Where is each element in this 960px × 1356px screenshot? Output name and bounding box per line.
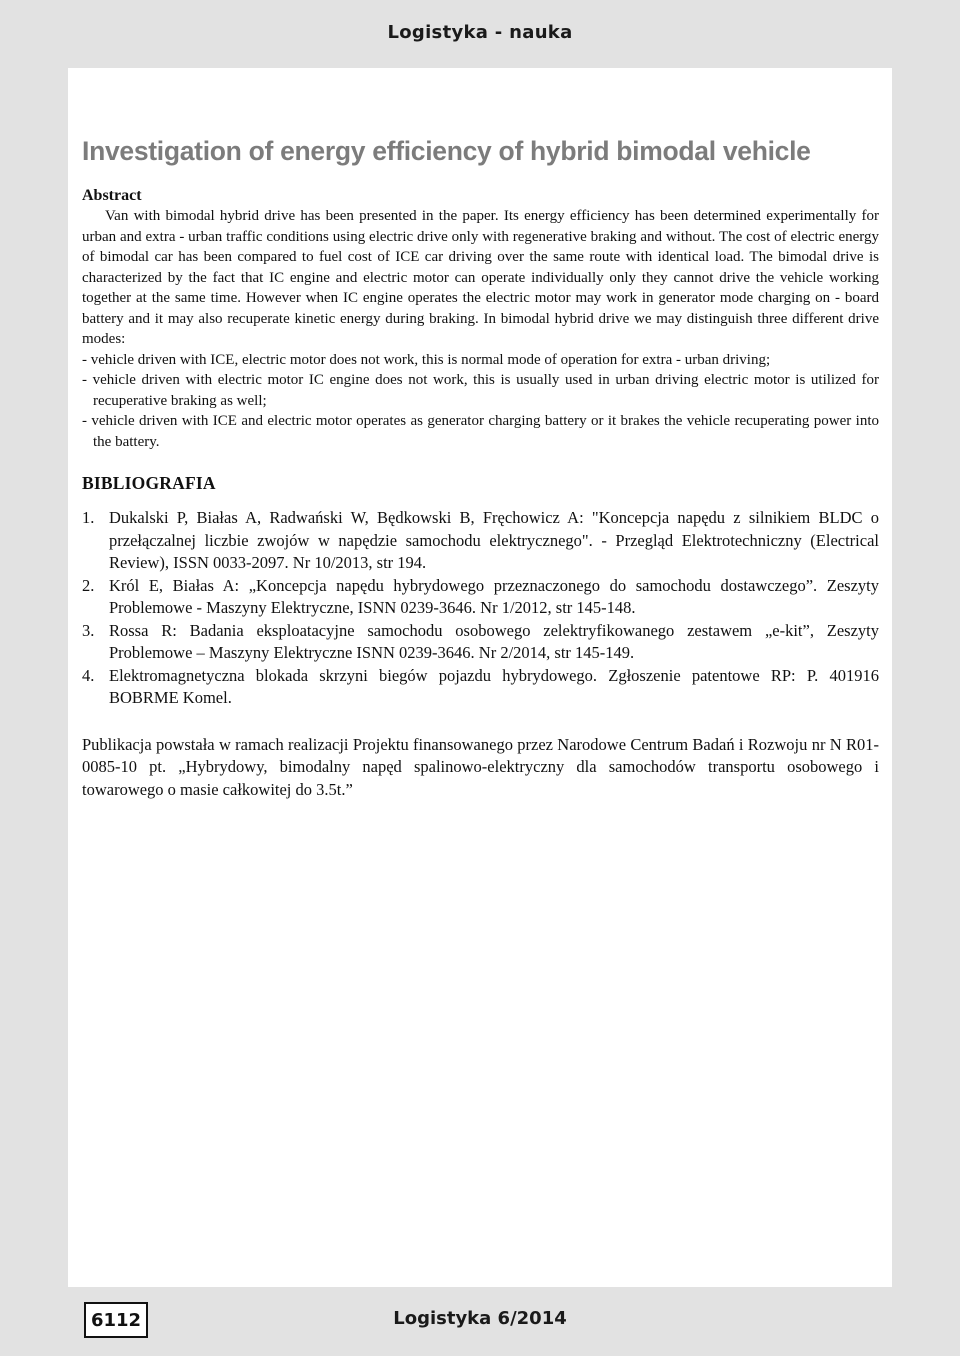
funding-note: Publikacja powstała w ramach realizacji Projektu finansowanego przez Narodowe Centrum Badań i Rozwoju nr N R01-0085-10 pt. „Hybrydowy, bimodalny napęd spalinowo-elektryczny dla samochodów transportu osobowego i towarowego o masie całkowitej do 3.5t.” xyxy=(82,734,879,799)
article-title: Investigation of energy efficiency of hybrid bimodal vehicle xyxy=(82,136,811,166)
bibliography-text: Król E, Białas A: „Koncepcja napędu hybrydowego przeznaczonego do samochodu dostawczego”. Zeszyty Problemowe - Maszyny Elektryczne, ISNN 0239-3646. Nr 1/2012, str 145-148. xyxy=(109,575,879,617)
drive-mode-item: - vehicle driven with ICE and electric motor operates as generator charging battery or it brakes the vehicle recuperating power into the battery. xyxy=(82,413,879,450)
page-number-box: 6112 xyxy=(84,1302,148,1338)
drive-modes-list xyxy=(82,350,879,453)
drive-mode-item: - vehicle driven with ICE, electric motor does not work, this is normal mode of operation for extra - urban driving; xyxy=(82,351,771,368)
bibliography-text: Elektromagnetyczna blokada skrzyni biegów pojazdu hybrydowego. Zgłoszenie patentowe RP: P. 401916 BOBRME Komel. xyxy=(109,665,879,707)
page-sheet xyxy=(68,68,892,1287)
bibliography-item xyxy=(82,507,879,575)
abstract-paragraph: Van with bimodal hybrid drive has been presented in the paper. Its energy efficiency has been determined experimentally for urban and extra - urban traffic conditions using electric drive only with regenerative braking and without. The cost of electric energy of bimodal car has been compared to fuel cost of ICE car driving over the same route with identical load. The bimodal drive is characterized by the fact that IC engine and electric motor can operate individually only they cannot drive the vehicle working together at the same time. However when IC engine operates the electric motor may work in generator mode charging on - board battery and it may also recuperate kinetic energy during braking. In bimodal hybrid drive we may distinguish three different drive modes: xyxy=(82,208,879,347)
bibliography-item xyxy=(82,620,879,665)
footer-journal: Logistyka 6/2014 xyxy=(393,1308,567,1329)
bibliography-text: Dukalski P, Białas A, Radwański W, Będkowski B, Fręchowicz A: "Koncepcja napędu z silnikiem BLDC o przełączalnej liczbie zwojów w napędzie samochodu elektrycznego". - Przegląd Elektrotechniczny (Electrical Review), ISSN 0033-2097. Nr 10/2013, str 194. xyxy=(109,508,879,572)
bibliography-heading: BIBLIOGRAFIA xyxy=(82,473,216,493)
bibliography-number: 1. xyxy=(82,508,95,527)
bibliography-number: 3. xyxy=(82,620,95,640)
bibliography-item xyxy=(82,665,879,710)
abstract-body xyxy=(82,206,879,452)
drive-mode-item: - vehicle driven with electric motor IC engine does not work, this is usually used in urban driving electric motor is utilized for recuperative braking as well; xyxy=(82,372,879,409)
running-header: Logistyka - nauka xyxy=(387,22,573,43)
page-content xyxy=(82,134,879,801)
bibliography-item xyxy=(82,575,879,620)
bibliography-number: 2. xyxy=(82,575,95,595)
abstract-heading: Abstract xyxy=(82,187,142,204)
bibliography-list xyxy=(82,507,879,710)
bibliography-number: 4. xyxy=(82,665,95,685)
bibliography-text: Rossa R: Badania eksploatacyjne samochodu osobowego zelektryfikowanego zestawem „e-kit”, Zeszyty Problemowe – Maszyny Elektryczne ISNN 0239-3646. Nr 2/2014, str 145-149. xyxy=(109,620,879,662)
